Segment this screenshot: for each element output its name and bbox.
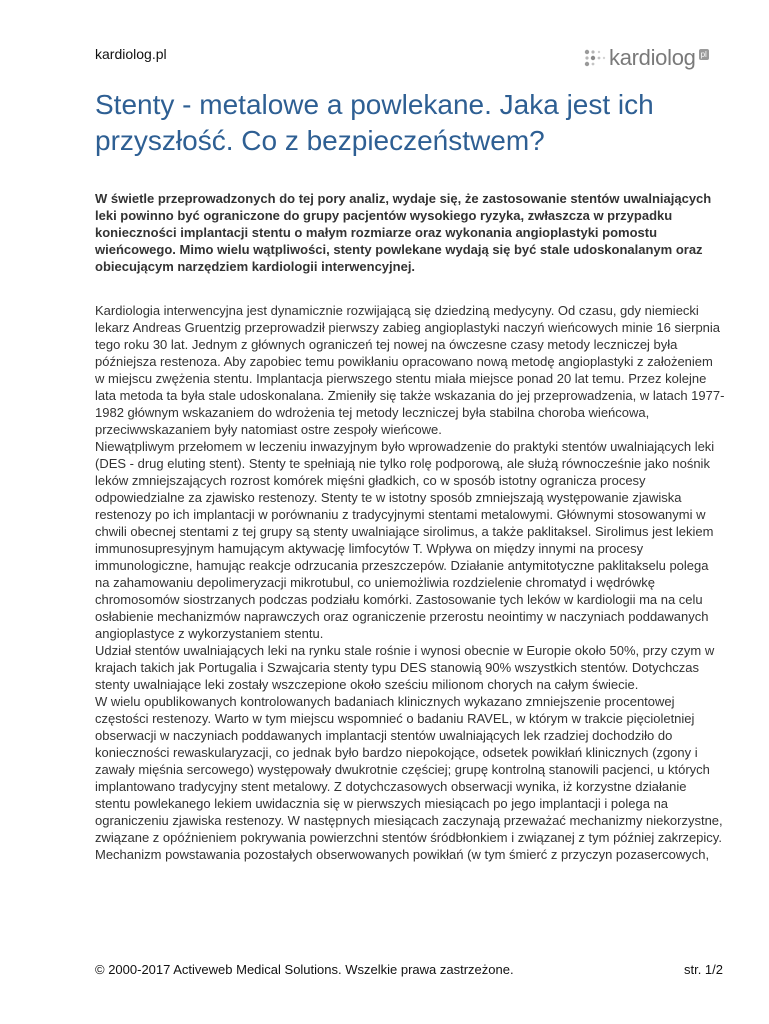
footer-page-number: str. 1/2 — [683, 962, 723, 977]
footer-copyright: © 2000-2017 Activeweb Medical Solutions. Wszelkie prawa zastrzeżone. — [95, 962, 514, 977]
article-paragraph: Udział stentów uwalniających leki na rynku stale rośnie i wynosi obecnie w Europie około 50%, przy czym w krajach takich jak Portugalia i Szwajcaria stenty typu DES stanowią 90% wszystkich stentów. Dotychczas stenty uwalniające leki zostały wszczepione około sześciu milionom chorych na całym świecie. — [95, 643, 715, 692]
site-name: kardiolog.pl — [95, 46, 167, 62]
article-paragraph: Kardiologia interwencyjna jest dynamicznie rozwijającą się dziedziną medycyny. Od czasu, gdy niemiecki lekarz Andreas Gruentzig przeprowadził pierwszy zabieg angioplastyki naczyń wieńcowych minie 16 sierpnia tego roku 30 lat. Jednym z głównych ograniczeń tej nowej na ówczesne czasy metody leczniczej była późniejsza restenoza. Aby zapobiec temu powikłaniu opracowano nową metodę angioplastyki z założeniem w miejscu zwężenia stentu. Implantacja pierwszego stentu miała miejsce ponad 20 lat temu. Przez kolejne lata metoda ta była stale udoskonalana. Zmieniły się także wskazania do jej przeprowadzenia, w latach 1977-1982 głównym wskazaniem do wdrożenia tej metody leczniczej była stabilna choroba wieńcowa, przeciwwskazaniem były natomiast ostre zespoły wieńcowe. — [95, 303, 725, 437]
article-paragraph: W wielu opublikowanych kontrolowanych badaniach klinicznych wykazano zmniejszenie procentowej częstości restenozy. Warto w tym miejscu wspomnieć o badaniu RAVEL, w którym w trakcie pięcioletniej obserwacji w naczyniach poddawanych implantacji stentów uwalniających lek rzadziej dochodziło do konieczności rewaskularyzacji, co jednak było bardzo niepokojące, odsetek powikłań klinicznych (zgony i zawały mięśnia sercowego) występowały dwukrotnie częściej; grupę kontrolną stanowili pacjenci, u których implantowano tradycyjny stent metalowy. Z dotychczasowych obserwacji wynika, iż korzystne działanie stentu powlekanego lekiem uwidacznia się w pierwszych miesiącach po jego implantacji i polega na ograniczeniu zjawiska restenozy. W następnych miesiącach zaczynają przeważać mechanizmy niekorzystne, związane z opóźnieniem pokrywania powierzchni stentów śródbłonkiem i związanej z tym później zakrzepicy. Mechanizm powstawania pozostałych obserwowanych powikłań (w tym śmierć z przyczyn pozasercowych, — [95, 694, 723, 862]
article-title: Stenty - metalowe a powlekane. Jaka jest ich przyszłość. Co z bezpieczeństwem? — [95, 89, 654, 156]
dots-logo-icon — [584, 48, 606, 68]
article-paragraph: Niewątpliwym przełomem w leczeniu inwazyjnym było wprowadzenie do praktyki stentów uwalniających leki (DES - drug eluting stent). Stenty te spełniają nie tylko rolę podporową, ale służą równocześnie jako nośnik leków zmniejszających rozrost komórek mięśni gładkich, co w sposób istotny ogranicza procesy odpowiedzialne za zjawisko restenozy. Stenty te w istotny sposób zmniejszają występowanie zjawiska restenozy po ich implantacji w porównaniu z tradycyjnymi stentami metalowymi. Głównymi stosowanymi w chwili obecnej stentami z tej grupy są stenty uwalniające sirolimus, a także paklitaksel. Sirolimus jest lekiem immunosupresyjnym hamującym aktywację limfocytów T. Wpływa on między innymi na procesy immunologiczne, hamując reakcje odrzucania przeszczepów. Działanie antymitotyczne paklitakselu polega na zahamowaniu depolimeryzacji mikrotubul, co uniemożliwia rozdzielenie chromatyd i wędrówkę chromosomów siostrzanych podczas podziału komórki. Zastosowanie tych leków w kardiologii ma na celu osłabienie mechanizmów naprawczych oraz ograniczenie przerostu neointimy w naczyniach poddawanych angioplastyce z wykorzystaniem stentu. — [95, 439, 715, 641]
logo-badge: pl — [700, 49, 707, 59]
kardiolog-logo[interactable] — [584, 44, 709, 72]
logo-text: kardiolog — [609, 45, 696, 70]
article-lead: W świetle przeprowadzonych do tej pory analiz, wydaje się, że zastosowanie stentów uwalniających leki powinno być ograniczone do grupy pacjentów wysokiego ryzyka, zwłaszcza w przypadku konieczności implantacji stentu o małym rozmiarze oraz wykonania angioplastyki pomostu wieńcowego. Mimo wielu wątpliwości, stenty powlekane wydają się być stale udoskonalanym oraz obiecującym narzędziem kardiologii interwencyjnej. — [95, 191, 712, 274]
article-body — [95, 302, 725, 863]
